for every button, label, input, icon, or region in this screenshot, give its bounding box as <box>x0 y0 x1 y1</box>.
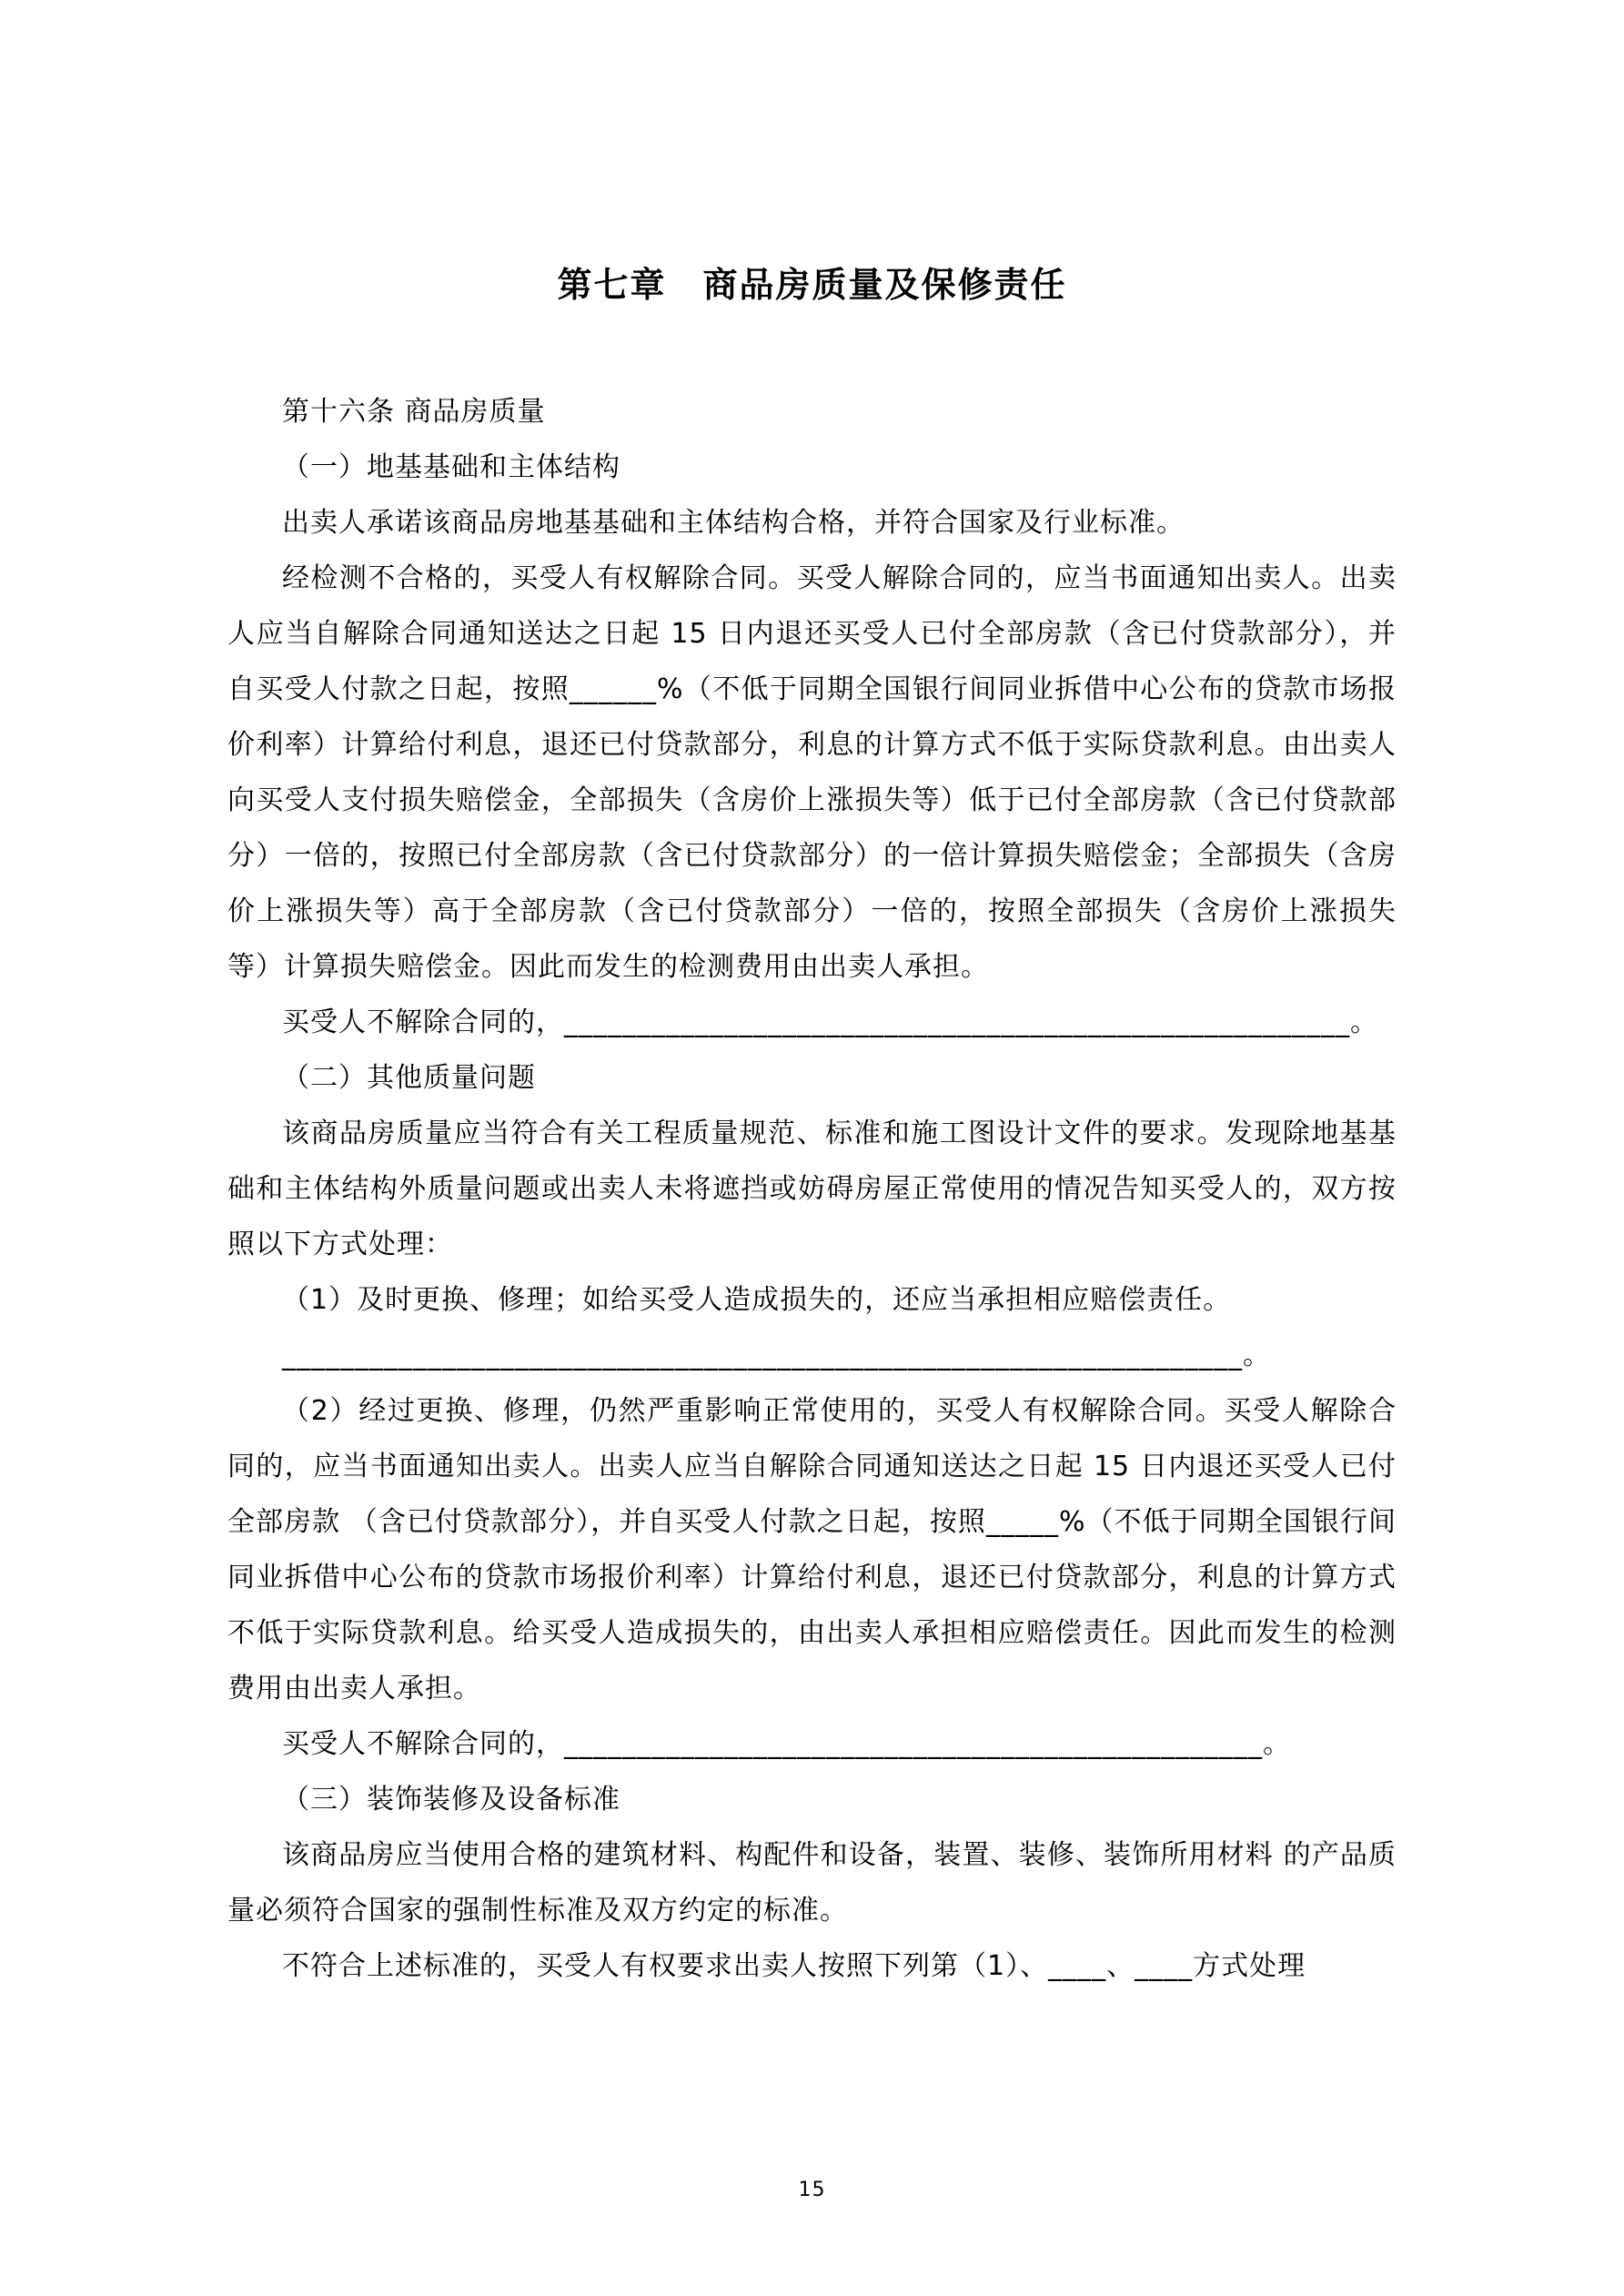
para-item-1-repair: （1）及时更换、修理；如给买受人造成损失的，还应当承担相应赔偿责任。 <box>282 1284 1232 1316</box>
article-16-heading: 第十六条 商品房质量 <box>282 396 546 428</box>
para-no-termination-blank-2: 买受人不解除合同的，________________________________________________。 <box>282 1728 1291 1760</box>
para-decoration-standard: 该商品房应当使用合格的建筑材料、构配件和设备，装置、装修、装饰所用材料 的产品质量必须符合国家的强制性标准及双方约定的标准。 <box>227 1839 1397 1927</box>
para-no-termination-blank-1: 买受人不解除合同的，______________________________________________________。 <box>282 1006 1378 1038</box>
para-inspection-failure-terms: 经检测不合格的，买受人有权解除合同。买受人解除合同的，应当书面通知出卖人。出卖人应当自解除合同通知送达之日起 15 日内退还买受人已付全部房款（含已付贷款部分），并自买受人付款之日起，按照______%（不低于同期全国银行间同业拆借中心公布的贷款市场报价利率）计算给付利息，退还已付贷款部分，利息的计算方式不低于实际贷款利息。由出卖人向买受人支付损失赔偿金，全部损失（含房价上涨损失等）低于已付全部房款（含已付贷款部分）一倍的，按照已付全部房款（含已付贷款部分）的一倍计算损失赔偿金；全部损失（含房价上涨损失等）高于全部房款（含已付贷款部分）一倍的，按照全部损失（含房价上涨损失等）计算损失赔偿金。因此而发生的检测费用由出卖人承担。 <box>227 562 1397 983</box>
chapter-title: 第七章 商品房质量及保修责任 <box>557 265 1067 305</box>
section-2-heading: （二）其他质量问题 <box>282 1062 536 1094</box>
para-other-quality-issues: 该商品房质量应当符合有关工程质量规范、标准和施工图设计文件的要求。发现除地基基础和主体结构外质量问题或出卖人未将遮挡或妨碍房屋正常使用的情况告知买受人的，双方按照以下方式处理： <box>227 1118 1397 1260</box>
para-item-2-termination: （2）经过更换、修理，仍然严重影响正常使用的，买受人有权解除合同。买受人解除合同的，应当书面通知出卖人。出卖人应当自解除合同通知送达之日起 15 日内退还买受人已付全部房款 （含已付贷款部分），并自买受人付款之日起，按照_____%（不低于同期全国银行间同业拆借中心公布的贷款市场报价利率）计算给付利息，退还已付贷款部分，利息的计算方式不低于实际贷款利息。给买受人造成损失的，由出卖人承担相应赔偿责任。因此而发生的检测费用由出卖人承担。 <box>227 1395 1397 1704</box>
page-number: 15 <box>798 2179 826 2201</box>
para-seller-commitment: 出卖人承诺该商品房地基基础和主体结构合格，并符合国家及行业标准。 <box>282 507 1185 539</box>
section-1-heading: （一）地基基础和主体结构 <box>282 451 620 483</box>
para-blank-fill-line: __________________________________________________________________。 <box>282 1340 1271 1371</box>
section-3-heading: （三）装饰装修及设备标准 <box>282 1784 620 1816</box>
para-nonconforming-handling: 不符合上述标准的，买受人有权要求出卖人按照下列第（1）、____、____方式处理 <box>282 1950 1306 1982</box>
